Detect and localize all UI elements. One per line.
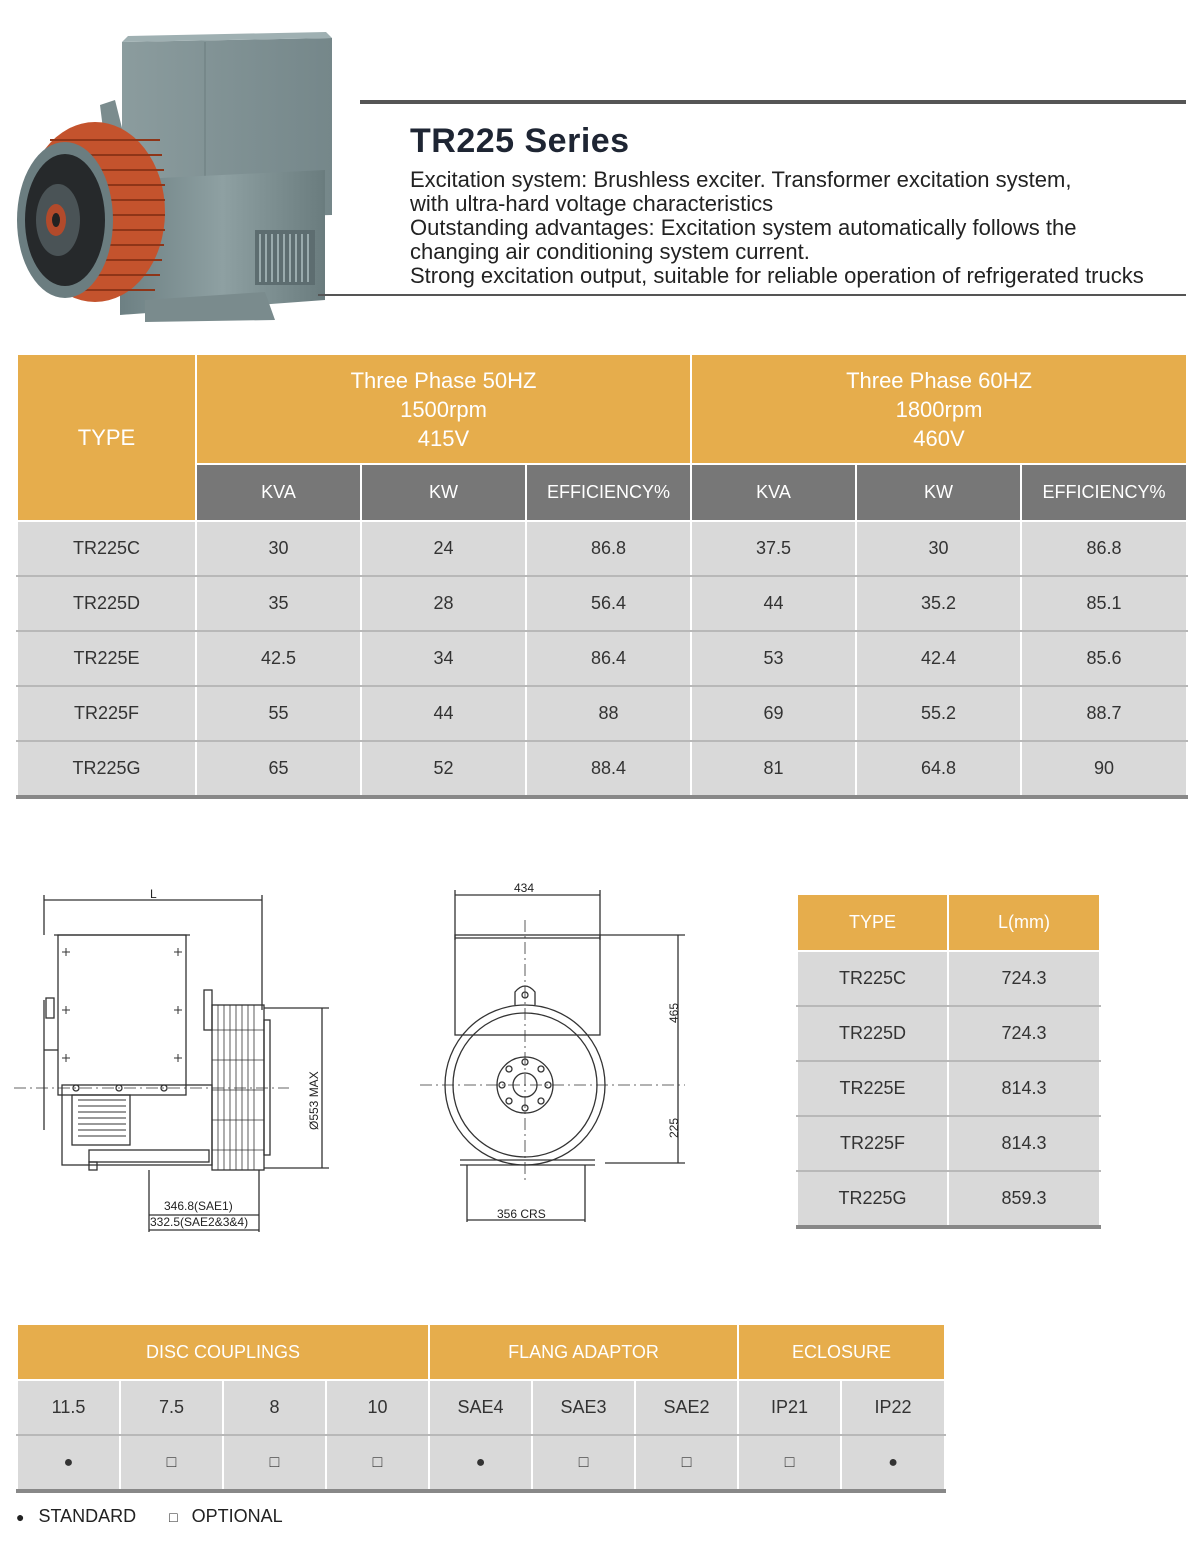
value-cell: 86.8 [1021, 521, 1187, 576]
length-label: L [150, 887, 157, 901]
value-cell: 55.2 [856, 686, 1021, 741]
bottom-rule [318, 294, 1186, 296]
generator-side-drawing [14, 880, 354, 1240]
type-cell: TR225E [797, 1061, 948, 1116]
value-cell: 724.3 [948, 951, 1100, 1006]
rpm-60-label: 1800rpm [895, 396, 983, 422]
table-row [797, 1171, 1100, 1227]
type-cell: TR225F [17, 686, 196, 741]
table-row [17, 521, 1187, 576]
value-cell: 90 [1021, 741, 1187, 797]
value-cell: 85.1 [1021, 576, 1187, 631]
type-cell: TR225D [17, 576, 196, 631]
value-cell: 86.4 [526, 631, 691, 686]
offset-sae2-label: 332.5(SAE2&3&4) [150, 1215, 249, 1229]
table-row [17, 576, 1187, 631]
mark-cell: □ [223, 1435, 326, 1491]
option-cell: IP21 [738, 1380, 841, 1435]
option-cell: SAE4 [429, 1380, 532, 1435]
option-cell: 11.5 [17, 1380, 120, 1435]
crs-label: 356 CRS [497, 1207, 546, 1221]
value-cell: 88 [526, 686, 691, 741]
phase-60-label: Three Phase 60HZ [846, 367, 1032, 393]
optional-symbol: □ [169, 1509, 178, 1525]
col-header: L(mm) [948, 894, 1100, 951]
value-cell: 44 [361, 686, 526, 741]
type-cell: TR225G [17, 741, 196, 797]
description-line: changing air conditioning system current. [410, 239, 810, 264]
width-label: 434 [514, 881, 535, 895]
description-line: with ultra-hard voltage characteristics [410, 191, 774, 216]
generator-photo [10, 30, 350, 325]
phase-50-label: Three Phase 50HZ [350, 367, 537, 393]
value-cell: 814.3 [948, 1116, 1100, 1171]
value-cell: 28 [361, 576, 526, 631]
description-line: Outstanding advantages: Excitation system automatically follows the [410, 215, 1077, 240]
value-cell: 37.5 [691, 521, 856, 576]
value-cell: 81 [691, 741, 856, 797]
col-header: EFFICIENCY% [1021, 464, 1187, 521]
mark-cell: □ [532, 1435, 635, 1491]
table-row [797, 1116, 1100, 1171]
group-header-flang-adaptor: FLANG ADAPTOR [429, 1324, 738, 1380]
standard-symbol: ● [16, 1509, 25, 1525]
legend-optional [169, 1506, 297, 1526]
value-cell: 34 [361, 631, 526, 686]
type-cell: TR225D [797, 1006, 948, 1061]
value-cell: 35.2 [856, 576, 1021, 631]
value-cell: 52 [361, 741, 526, 797]
type-header: TYPE [17, 354, 196, 521]
mark-cell: ● [429, 1435, 532, 1491]
option-cell: 8 [223, 1380, 326, 1435]
value-cell: 814.3 [948, 1061, 1100, 1116]
value-cell: 85.6 [1021, 631, 1187, 686]
value-cell: 724.3 [948, 1006, 1100, 1061]
height-upper-label: 465 [667, 1002, 681, 1023]
value-cell: 86.8 [526, 521, 691, 576]
mark-cell: ● [841, 1435, 945, 1491]
value-cell: 64.8 [856, 741, 1021, 797]
value-cell: 44 [691, 576, 856, 631]
type-cell: TR225C [797, 951, 948, 1006]
option-cell: SAE3 [532, 1380, 635, 1435]
type-cell: TR225E [17, 631, 196, 686]
mark-cell: □ [635, 1435, 738, 1491]
col-header: KW [361, 464, 526, 521]
mark-cell: □ [326, 1435, 429, 1491]
description-line: Strong excitation output, suitable for reliable operation of refrigerated trucks [410, 263, 1144, 288]
voltage-50-label: 415V [417, 425, 470, 451]
option-cell: 7.5 [120, 1380, 223, 1435]
group-header-enclosure: ECLOSURE [738, 1324, 945, 1380]
type-cell: TR225F [797, 1116, 948, 1171]
value-cell: 56.4 [526, 576, 691, 631]
table-row [797, 1061, 1100, 1116]
offset-sae1-label: 346.8(SAE1) [164, 1199, 233, 1213]
mark-cell: ● [17, 1435, 120, 1491]
value-cell: 24 [361, 521, 526, 576]
type-cell: TR225C [17, 521, 196, 576]
table-row [17, 1380, 945, 1435]
mark-cell: □ [120, 1435, 223, 1491]
table-row [17, 686, 1187, 741]
value-cell: 30 [856, 521, 1021, 576]
col-header: KW [856, 464, 1021, 521]
col-header: KVA [196, 464, 361, 521]
options-table [16, 1323, 946, 1493]
value-cell: 42.4 [856, 631, 1021, 686]
value-cell: 55 [196, 686, 361, 741]
option-cell: SAE2 [635, 1380, 738, 1435]
standard-label: STANDARD [38, 1506, 137, 1526]
option-cell: IP22 [841, 1380, 945, 1435]
value-cell: 69 [691, 686, 856, 741]
value-cell: 30 [196, 521, 361, 576]
series-title: TR225 Series [410, 122, 630, 160]
col-header: EFFICIENCY% [526, 464, 691, 521]
spec-table [16, 353, 1188, 799]
value-cell: 88.4 [526, 741, 691, 797]
description-line: Excitation system: Brushless exciter. Transformer excitation system, [410, 167, 1072, 192]
value-cell: 859.3 [948, 1171, 1100, 1227]
value-cell: 35 [196, 576, 361, 631]
legend-standard [16, 1506, 150, 1526]
table-row [17, 1435, 945, 1491]
col-header: KVA [691, 464, 856, 521]
header-60hz [691, 354, 1187, 464]
height-lower-label: 225 [667, 1117, 681, 1138]
table-row [17, 741, 1187, 797]
option-cell: 10 [326, 1380, 429, 1435]
rpm-50-label: 1500rpm [400, 396, 487, 422]
series-description [410, 168, 1200, 288]
table-row [797, 1006, 1100, 1061]
value-cell: 65 [196, 741, 361, 797]
voltage-60-label: 460V [913, 425, 965, 451]
optional-label: OPTIONAL [191, 1506, 283, 1526]
table-row [797, 951, 1100, 1006]
generator-front-drawing [420, 880, 710, 1230]
legend [16, 1506, 311, 1527]
type-cell: TR225G [797, 1171, 948, 1227]
value-cell: 42.5 [196, 631, 361, 686]
top-rule [360, 100, 1186, 104]
value-cell: 53 [691, 631, 856, 686]
mark-cell: □ [738, 1435, 841, 1491]
col-header: TYPE [797, 894, 948, 951]
table-row [17, 631, 1187, 686]
diameter-label: Ø553 MAX [307, 1071, 321, 1130]
group-header-disc-couplings: DISC COUPLINGS [17, 1324, 429, 1380]
header-50hz [196, 354, 691, 464]
length-table [796, 893, 1101, 1229]
value-cell: 88.7 [1021, 686, 1187, 741]
